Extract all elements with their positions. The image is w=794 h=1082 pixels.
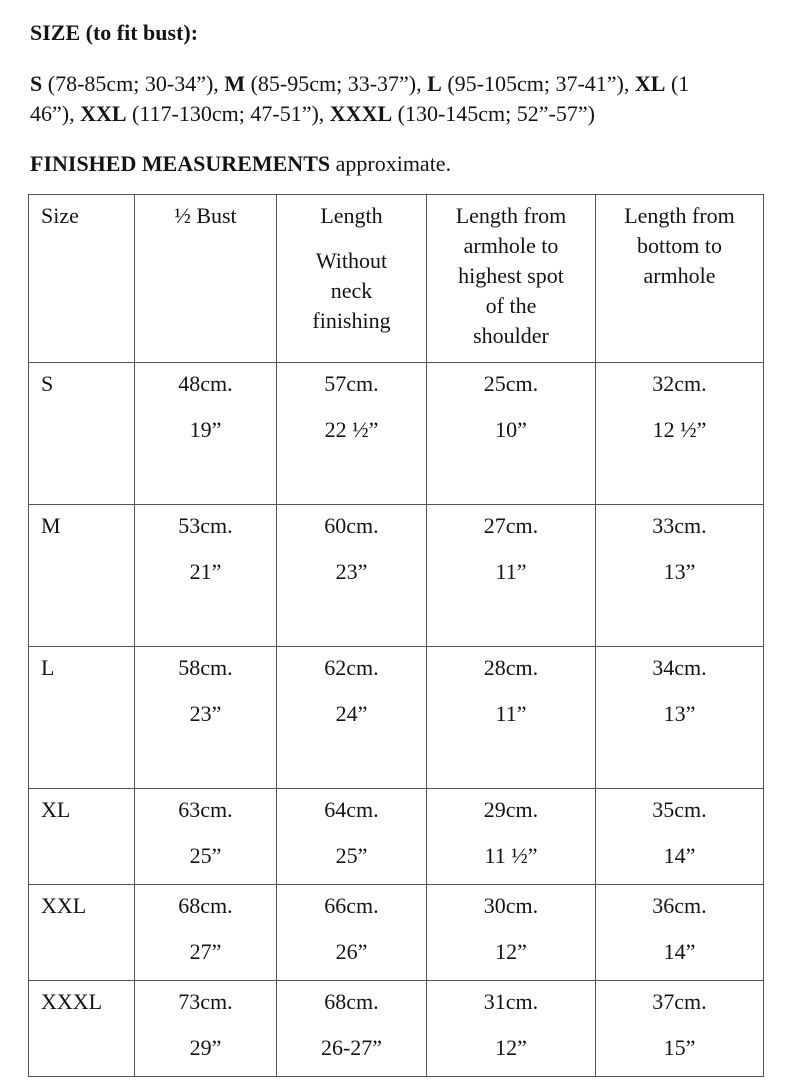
- value-inches: 27”: [189, 939, 222, 964]
- size-value: XL: [41, 797, 71, 822]
- cell-bottom-armhole: [596, 885, 764, 981]
- value-cm: 31cm.: [483, 989, 539, 1014]
- size-value: S: [41, 371, 54, 396]
- size-label: XXL: [80, 101, 127, 126]
- header-label: Length from: [455, 203, 567, 228]
- size-range: 46”),: [30, 101, 81, 126]
- value-cm: 53cm.: [178, 513, 233, 538]
- value-cm: 36cm.: [652, 893, 707, 918]
- cell-bottom-armhole: [596, 789, 764, 885]
- value-inches: 14”: [663, 939, 696, 964]
- cell-bottom-armhole: [596, 647, 764, 789]
- finished-measurements-label: FINISHED MEASUREMENTS: [30, 151, 331, 176]
- cell-size: [29, 981, 135, 1077]
- header-label: neck: [330, 278, 373, 303]
- value-inches: 22 ½”: [324, 417, 379, 442]
- value-cm: 33cm.: [652, 513, 707, 538]
- header-label: shoulder: [473, 323, 549, 348]
- header-label: finishing: [312, 308, 391, 333]
- cell-size: [29, 885, 135, 981]
- cell-armhole-shoulder: [427, 885, 596, 981]
- cell-half-bust: [135, 789, 277, 885]
- size-range: (95-105cm; 37-41”),: [441, 71, 635, 96]
- cell-half-bust: [135, 647, 277, 789]
- value-inches: 25”: [335, 843, 368, 868]
- size-range: (117-130cm; 47-51”),: [126, 101, 330, 126]
- value-inches: 13”: [663, 701, 696, 726]
- header-label: Length from: [624, 203, 735, 228]
- value-cm: 29cm.: [483, 797, 539, 822]
- value-inches: 23”: [335, 559, 368, 584]
- cell-half-bust: [135, 885, 277, 981]
- value-inches: 24”: [335, 701, 368, 726]
- cell-length: [277, 981, 427, 1077]
- value-inches: 13”: [663, 559, 696, 584]
- table-row: [29, 885, 764, 981]
- value-cm: 73cm.: [178, 989, 233, 1014]
- value-inches: 12”: [495, 1035, 527, 1060]
- value-inches: 25”: [189, 843, 222, 868]
- cell-size: [29, 647, 135, 789]
- cell-length: [277, 885, 427, 981]
- value-cm: 64cm.: [324, 797, 379, 822]
- finished-measurements-suffix: approximate.: [330, 151, 452, 176]
- size-label: L: [427, 71, 442, 96]
- table-row: [29, 981, 764, 1077]
- value-inches: 14”: [663, 843, 696, 868]
- cell-size: [29, 363, 135, 505]
- value-inches: 11”: [495, 701, 527, 726]
- table-header-row: [29, 195, 764, 363]
- value-inches: 19”: [189, 417, 222, 442]
- cell-armhole-shoulder: [427, 981, 596, 1077]
- size-range: (1: [665, 71, 690, 96]
- cell-size: [29, 505, 135, 647]
- value-cm: 68cm.: [178, 893, 233, 918]
- value-inches: 15”: [663, 1035, 696, 1060]
- size-label: S: [30, 71, 43, 96]
- value-inches: 10”: [495, 417, 527, 442]
- cell-armhole-shoulder: [427, 505, 596, 647]
- value-inches: 12”: [495, 939, 527, 964]
- size-heading: SIZE (to fit bust):: [30, 20, 199, 45]
- cell-bottom-armhole: [596, 363, 764, 505]
- value-cm: 68cm.: [324, 989, 379, 1014]
- value-inches: 26-27”: [320, 1035, 383, 1060]
- value-cm: 57cm.: [324, 371, 379, 396]
- value-cm: 28cm.: [483, 655, 539, 680]
- size-value: M: [41, 513, 61, 538]
- header-label: armhole: [643, 263, 716, 288]
- value-cm: 60cm.: [324, 513, 379, 538]
- value-inches: 29”: [189, 1035, 222, 1060]
- table-row: [29, 789, 764, 885]
- table-row: [29, 505, 764, 647]
- cell-length: [277, 505, 427, 647]
- value-cm: 63cm.: [178, 797, 233, 822]
- table-row: [29, 647, 764, 789]
- value-inches: 23”: [189, 701, 222, 726]
- size-range: (85-95cm; 33-37”),: [245, 71, 428, 96]
- size-value: L: [41, 655, 55, 680]
- header-label: Length: [320, 203, 383, 228]
- value-cm: 62cm.: [324, 655, 379, 680]
- cell-bottom-armhole: [596, 505, 764, 647]
- value-inches: 12 ½”: [652, 417, 707, 442]
- size-value: XXXL: [41, 989, 103, 1014]
- cell-armhole-shoulder: [427, 363, 596, 505]
- cell-length: [277, 363, 427, 505]
- value-inches: 11 ½”: [484, 843, 538, 868]
- value-cm: 35cm.: [652, 797, 707, 822]
- header-label: bottom to: [637, 233, 722, 258]
- cell-size: [29, 789, 135, 885]
- size-ranges-line-2: [30, 101, 595, 127]
- size-range: (130-145cm; 52”-57”): [392, 101, 595, 126]
- value-cm: 25cm.: [483, 371, 539, 396]
- header-bottom-armhole: [596, 195, 764, 363]
- header-label: ½ Bust: [174, 203, 237, 228]
- cell-half-bust: [135, 981, 277, 1077]
- value-cm: 27cm.: [483, 513, 539, 538]
- cell-armhole-shoulder: [427, 789, 596, 885]
- size-value: XXL: [41, 893, 87, 918]
- size-range: (78-85cm; 30-34”),: [42, 71, 225, 96]
- measurements-table: [28, 194, 764, 1077]
- header-armhole-shoulder: [427, 195, 596, 363]
- header-label: of the: [485, 293, 537, 318]
- cell-length: [277, 789, 427, 885]
- finished-measurements-heading: [30, 151, 451, 177]
- header-label: Size: [41, 203, 79, 228]
- size-ranges-line-1: [30, 71, 689, 97]
- size-label: XL: [634, 71, 666, 96]
- header-label: armhole to: [463, 233, 559, 258]
- header-length: [277, 195, 427, 363]
- value-inches: 11”: [495, 559, 527, 584]
- size-label: XXXL: [329, 101, 393, 126]
- value-cm: 58cm.: [178, 655, 233, 680]
- cell-half-bust: [135, 363, 277, 505]
- value-inches: 26”: [335, 939, 368, 964]
- table-row: [29, 363, 764, 505]
- header-label: highest spot: [458, 263, 564, 288]
- header-half-bust: [135, 195, 277, 363]
- cell-half-bust: [135, 505, 277, 647]
- value-cm: 32cm.: [652, 371, 707, 396]
- value-cm: 66cm.: [324, 893, 379, 918]
- cell-length: [277, 647, 427, 789]
- cell-armhole-shoulder: [427, 647, 596, 789]
- header-label: Without: [315, 248, 388, 273]
- value-cm: 34cm.: [652, 655, 707, 680]
- cell-bottom-armhole: [596, 981, 764, 1077]
- value-cm: 48cm.: [178, 371, 233, 396]
- size-label: M: [224, 71, 246, 96]
- value-inches: 21”: [189, 559, 222, 584]
- header-size: [29, 195, 135, 363]
- value-cm: 37cm.: [652, 989, 707, 1014]
- value-cm: 30cm.: [483, 893, 539, 918]
